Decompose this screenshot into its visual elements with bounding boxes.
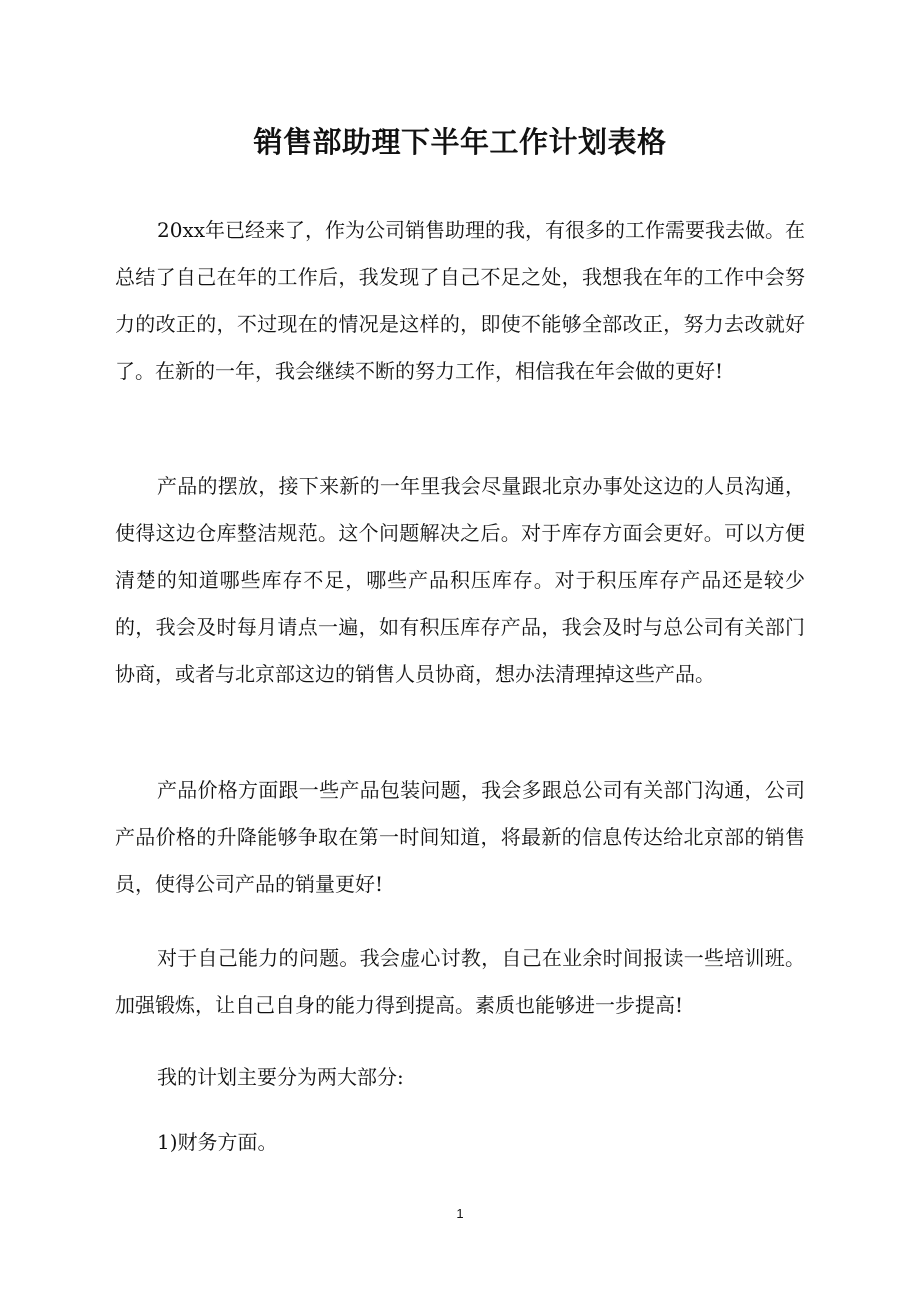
paragraph-plan-intro: 我的计划主要分为两大部分:	[157, 1065, 404, 1089]
paragraph-product-price: 产品价格方面跟一些产品包装问题，我会多跟总公司有关部门沟通，公司产品价格的升降能够争取在第一时间知道，将最新的信息传达给北京部的销售员，使得公司产品的销量更好!	[115, 778, 805, 896]
paragraph-finance: 1)财务方面。	[157, 1130, 278, 1154]
page-number: 1	[456, 1206, 464, 1221]
paragraph-self-ability: 对于自己能力的问题。我会虚心讨教，自己在业余时间报读一些培训班。加强锻炼，让自己自身的能力得到提高。素质也能够进一步提高!	[115, 946, 805, 1017]
paragraph-product-placement: 产品的摆放，接下来新的一年里我会尽量跟北京办事处这边的人员沟通，使得这边仓库整洁规范。这个问题解决之后。对于库存方面会更好。可以方便清楚的知道哪些库存不足，哪些产品积压库存。对于积压库存产品还是较少的，我会及时每月请点一遍，如有积压库存产品，我会及时与总公司有关部门协商，或者与北京部这边的销售人员协商，想办法清理掉这些产品。	[115, 474, 805, 686]
document-title: 销售部助理下半年工作计划表格	[253, 125, 667, 159]
paragraph-intro: 20xx年已经来了，作为公司销售助理的我，有很多的工作需要我去做。在总结了自己在年的工作后，我发现了自己不足之处，我想我在年的工作中会努力的改正的，不过现在的情况是这样的，即使不能够全部改正，努力去改就好了。在新的一年，我会继续不断的努力工作，相信我在年会做的更好!	[115, 218, 806, 383]
